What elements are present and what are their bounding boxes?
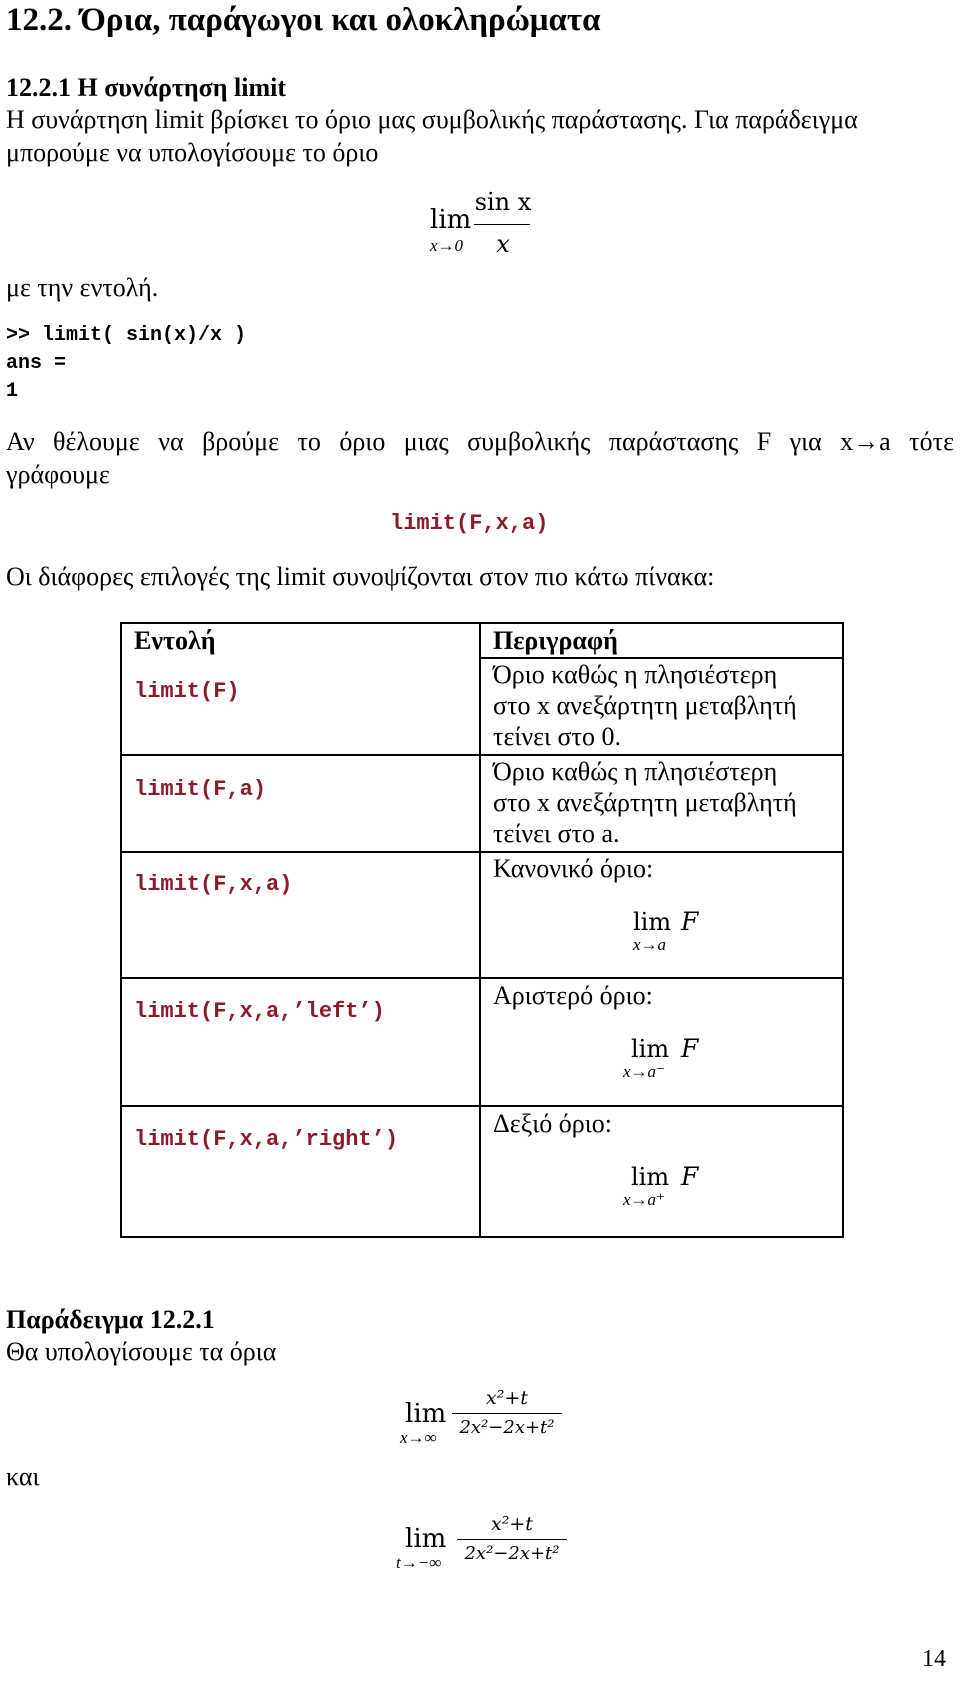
- code-center: limit(F,x,a): [390, 511, 549, 536]
- section-title: 12.2. Όρια, παράγωγοι και ολοκληρώματα: [6, 2, 601, 38]
- fraction-denominator: 2x²−2x+t²: [464, 1543, 560, 1564]
- paragraph-line: μπορούμε να υπολογίσουμε το όριο: [6, 138, 379, 167]
- fraction-denominator: 2x²−2x+t²: [459, 1417, 555, 1438]
- example-title: Παράδειγμα 12.2.1: [6, 1305, 215, 1334]
- command-cell: limit(F): [134, 679, 240, 704]
- page-number: 14: [922, 1646, 946, 1672]
- header-command: Εντολή: [134, 626, 216, 655]
- lim-subscript: x→0: [430, 236, 464, 255]
- table-header-row: [121, 623, 843, 658]
- table-row: [121, 852, 843, 978]
- fraction-denominator: x: [496, 230, 510, 258]
- fraction-numerator: sin x: [474, 188, 532, 216]
- lim-body: F: [681, 907, 699, 936]
- command-cell: limit(F,a): [134, 777, 267, 802]
- lim-operator: lim: [405, 1524, 447, 1554]
- fraction-bar: [457, 1539, 567, 1540]
- lim-operator: lim: [631, 1035, 670, 1063]
- table-row: [121, 1106, 843, 1237]
- paragraph-line: Αν θέλουμε να βρούμε το όριο μιας συμβολικής παράστασης F για x→a τότε: [6, 427, 954, 456]
- lim-subscript: t→−∞: [396, 1553, 442, 1572]
- description-line: Όριο καθώς η πλησιέστερη: [493, 757, 778, 786]
- lim-subscript: x→a⁺: [623, 1190, 666, 1209]
- header-description: Περιγραφή: [493, 626, 618, 655]
- description-line: Δεξιό όριο:: [493, 1109, 612, 1138]
- example-text: Θα υπολογίσουμε τα όρια: [6, 1337, 277, 1366]
- lim-operator: lim: [430, 205, 472, 235]
- lim-body: F: [681, 1162, 699, 1191]
- table-row: [121, 658, 843, 755]
- code-line: 1: [6, 380, 19, 403]
- command-cell: limit(F,x,a,’left’): [134, 999, 385, 1024]
- description-line: τείνει στο a.: [493, 819, 620, 848]
- lim-operator: lim: [631, 1163, 670, 1191]
- lim-subscript: x→∞: [400, 1428, 437, 1447]
- description-line: τείνει στο 0.: [493, 722, 621, 751]
- limit-options-table: [120, 622, 844, 1238]
- paragraph-line: Η συνάρτηση limit βρίσκει το όριο μας συμβολικής παράστασης. Για παράδειγμα: [6, 105, 858, 134]
- fraction-bar: [474, 224, 530, 225]
- lim-subscript: x→a: [633, 935, 667, 954]
- lim-body: F: [681, 1034, 699, 1063]
- description-line: Αριστερό όριο:: [493, 981, 653, 1010]
- lim-subscript: x→a⁻: [623, 1062, 666, 1081]
- code-line: >> limit( sin(x)/x ): [6, 324, 247, 347]
- table-row: [121, 755, 843, 852]
- description-line: Όριο καθώς η πλησιέστερη: [493, 660, 778, 689]
- table-intro: Οι διάφορες επιλογές της limit συνοψίζονται στον πιο κάτω πίνακα:: [6, 562, 715, 591]
- fraction-numerator: x²+t: [486, 1387, 528, 1409]
- subsection-title: 12.2.1 Η συνάρτηση limit: [6, 73, 287, 102]
- command-cell: limit(F,x,a,’right’): [134, 1127, 399, 1152]
- lim-operator: lim: [405, 1399, 447, 1429]
- paragraph-line: γράφουμε: [6, 460, 110, 489]
- description-line: Κανονικό όριο:: [493, 854, 654, 883]
- description-line: στο x ανεξάρτητη μεταβλητή: [493, 691, 797, 720]
- command-cell: limit(F,x,a): [134, 872, 293, 897]
- description-line: στο x ανεξάρτητη μεταβλητή: [493, 788, 797, 817]
- fraction-bar: [452, 1413, 562, 1414]
- conjunction-text: και: [6, 1462, 40, 1491]
- code-line: ans =: [6, 352, 67, 375]
- lim-operator: lim: [633, 908, 672, 936]
- paragraph-line: με την εντολή.: [6, 273, 159, 302]
- fraction-numerator: x²+t: [491, 1513, 533, 1535]
- table-row: [121, 978, 843, 1106]
